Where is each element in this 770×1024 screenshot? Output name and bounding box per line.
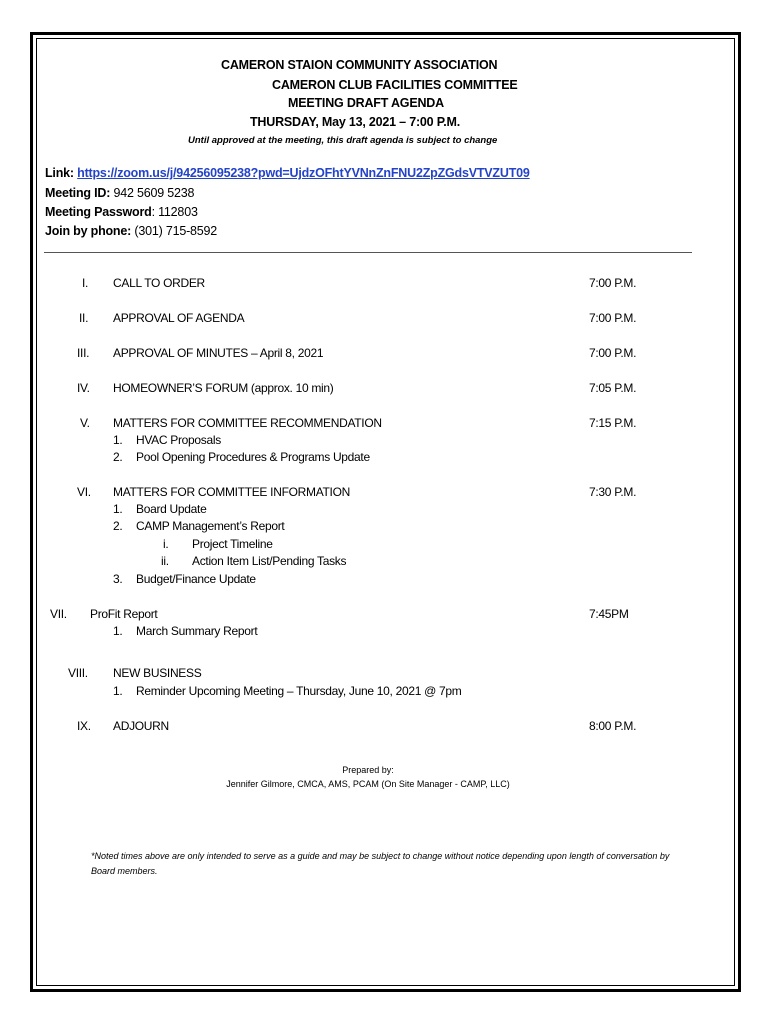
sub-number: 1. xyxy=(113,433,123,447)
item-number: VI. xyxy=(77,485,91,499)
item-title: CALL TO ORDER xyxy=(113,276,205,290)
sub-item: Reminder Upcoming Meeting – Thursday, June 10, 2021 @ 7pm xyxy=(136,684,462,698)
sub-number: 1. xyxy=(113,684,123,698)
item-time: 7:00 P.M. xyxy=(589,346,637,360)
phone-label: Join by phone: xyxy=(45,224,132,238)
sub-number: 3. xyxy=(113,572,123,586)
sub-number: 2. xyxy=(113,519,123,533)
item-number: VIII. xyxy=(68,666,88,680)
sub-number: 1. xyxy=(113,502,123,516)
phone-row xyxy=(45,224,217,238)
sub-item: Board Update xyxy=(136,502,207,516)
item-title: ProFit Report xyxy=(90,607,158,621)
sub-item: HVAC Proposals xyxy=(136,433,221,447)
zoom-link[interactable]: https://zoom.us/j/94256095238?pwd=UjdzOFhtYVNnZnFNU2ZpZGdsVTVZUT09 xyxy=(77,166,530,180)
divider xyxy=(44,252,692,253)
item-number: IX. xyxy=(77,719,91,733)
item-time: 7:00 P.M. xyxy=(589,311,637,325)
item-time: 7:30 P.M. xyxy=(589,485,637,499)
association-name: CAMERON STAION COMMUNITY ASSOCIATION xyxy=(221,58,498,72)
meeting-password-row xyxy=(45,205,198,219)
link-label: Link: xyxy=(45,166,74,180)
sub-item: Budget/Finance Update xyxy=(136,572,256,586)
item-number: VII. xyxy=(50,607,67,621)
prepared-by-label: Prepared by: xyxy=(342,765,394,775)
meeting-id-row xyxy=(45,186,194,200)
sub-item: CAMP Management’s Report xyxy=(136,519,285,533)
item-number: IV. xyxy=(77,381,90,395)
sub-sub-item: Action Item List/Pending Tasks xyxy=(192,554,347,568)
sub-sub-number: ii. xyxy=(161,554,169,568)
sub-sub-item: Project Timeline xyxy=(192,537,273,551)
meeting-id-value: 942 5609 5238 xyxy=(113,186,195,200)
item-title: HOMEOWNER’S FORUM (approx. 10 min) xyxy=(113,381,334,395)
meeting-date: THURSDAY, May 13, 2021 – 7:00 P.M. xyxy=(250,115,460,129)
meeting-link-row xyxy=(45,166,530,180)
sub-number: 2. xyxy=(113,450,123,464)
item-number: I. xyxy=(82,276,89,290)
item-number: II. xyxy=(79,311,89,325)
sub-sub-number: i. xyxy=(163,537,169,551)
sub-number: 1. xyxy=(113,624,123,638)
phone-value: (301) 715-8592 xyxy=(134,224,218,238)
item-title: NEW BUSINESS xyxy=(113,666,202,680)
committee-name: CAMERON CLUB FACILITIES COMMITTEE xyxy=(272,78,518,92)
item-time: 7:05 P.M. xyxy=(589,381,637,395)
item-title: APPROVAL OF MINUTES – April 8, 2021 xyxy=(113,346,324,360)
item-number: V. xyxy=(80,416,90,430)
prepared-by-name: Jennifer Gilmore, CMCA, AMS, PCAM (On Site Manager - CAMP, LLC) xyxy=(226,779,510,789)
item-time: 8:00 P.M. xyxy=(589,719,637,733)
meeting-password-value: : 112803 xyxy=(151,205,198,219)
item-title: APPROVAL OF AGENDA xyxy=(113,311,245,325)
item-time: 7:15 P.M. xyxy=(589,416,637,430)
item-time: 7:00 P.M. xyxy=(589,276,637,290)
draft-note: Until approved at the meeting, this draft agenda is subject to change xyxy=(188,135,498,146)
footnote: *Noted times above are only intended to serve as a guide and may be subject to change without notice depending upon length of conversation by Board members. xyxy=(91,851,670,876)
item-number: III. xyxy=(77,346,90,360)
item-time: 7:45PM xyxy=(589,607,629,621)
item-title: MATTERS FOR COMMITTEE RECOMMENDATION xyxy=(113,416,382,430)
sub-item: March Summary Report xyxy=(136,624,258,638)
item-title: MATTERS FOR COMMITTEE INFORMATION xyxy=(113,485,350,499)
sub-item: Pool Opening Procedures & Programs Update xyxy=(136,450,370,464)
agenda-title: MEETING DRAFT AGENDA xyxy=(288,96,444,110)
meeting-password-label: Meeting Password xyxy=(45,205,152,219)
meeting-id-label: Meeting ID: xyxy=(45,186,111,200)
item-title: ADJOURN xyxy=(113,719,169,733)
